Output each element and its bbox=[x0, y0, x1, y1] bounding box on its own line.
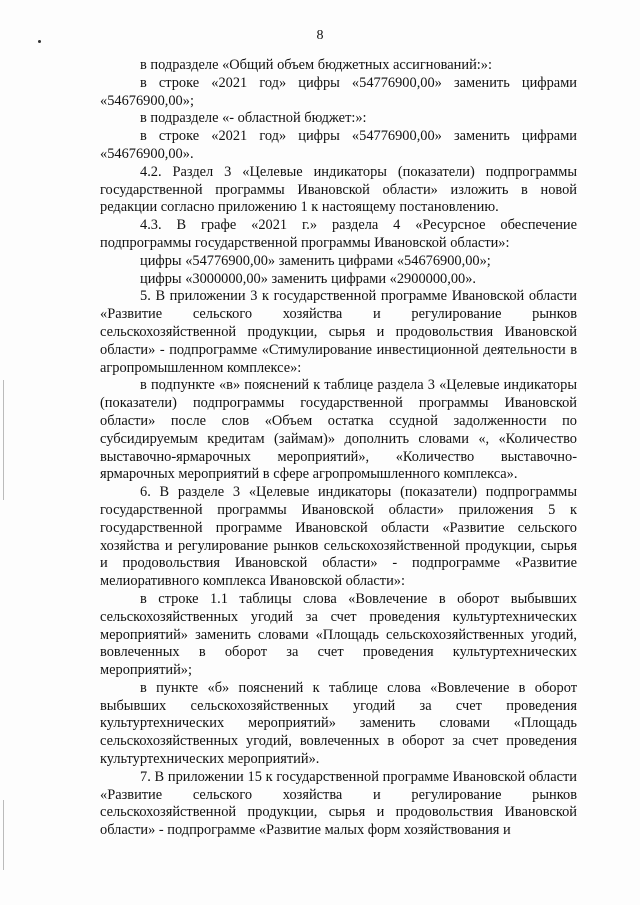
paragraph: в строке 1.1 таблицы слова «Вовлечение в оборот выбывших сельскохозяйственных угодий за счет проведения культуртехнических мероприятий» заменить словами «Площадь сельскохозяйственных угодий, вовлеченных в оборот за счет проведения культуртехнических мероприятий»; bbox=[100, 590, 577, 679]
paragraph: цифры «54776900,00» заменить цифрами «54676900,00»; bbox=[140, 252, 491, 269]
paragraph: в подразделе «Общий объем бюджетных ассигнований:»: bbox=[140, 57, 492, 73]
scan-artifact-edge bbox=[3, 800, 4, 870]
paragraph: в подразделе «- областной бюджет:»: bbox=[140, 110, 367, 127]
paragraph: в подпункте «в» пояснений к таблице раздела 3 «Целевые индикаторы (показатели) подпрограммы государственной программы Ивановской области» после слов «Объем остатка ссудной задолженности по субсидируемым кредитам (займам)» дополнить словами «, «Количество выставочно-ярмарочных мероприятий», «Количество выставочно-ярмарочных мероприятий в сфере агропромышленного комплекса». bbox=[100, 377, 577, 483]
paragraph: 7. В приложении 15 к государственной программе Ивановской области «Развитие сельского хозяйства и регулирование рынков сельскохозяйственной продукции, сырья и продовольствия Ивановской области» - подпрограмме «Развитие малых форм хозяйствования и bbox=[100, 768, 577, 839]
paragraph: 4.3. В графе «2021 г.» раздела 4 «Ресурсное обеспечение подпрограммы государственной программы Ивановской области»: bbox=[100, 217, 577, 251]
document-body bbox=[100, 57, 577, 840]
paragraph: 6. В разделе 3 «Целевые индикаторы (показатели) подпрограммы государственной программы Ивановской области» приложения 5 к государственной программе Ивановской области «Развитие сельского хозяйства и регулирование рынков сельскохозяйственной продукции, сырья и продовольствия Ивановской области» - подпрограмме «Развитие мелиоративного комплекса Ивановской области»: bbox=[100, 484, 577, 590]
scan-artifact-edge bbox=[3, 380, 4, 500]
paragraph: цифры «3000000,00» заменить цифрами «2900000,00». bbox=[140, 270, 477, 287]
page-number: 8 bbox=[316, 28, 324, 43]
paragraph: 4.2. Раздел 3 «Целевые индикаторы (показатели) подпрограммы государственной программы Ивановской области» изложить в новой редакции согласно приложению 1 к настоящему постановлению. bbox=[100, 163, 577, 216]
paragraph: в строке «2021 год» цифры «54776900,00» заменить цифрами «54676900,00». bbox=[100, 128, 577, 162]
paragraph: в пункте «б» пояснений к таблице слова «Вовлечение в оборот выбывших сельскохозяйственных угодий за счет проведения культуртехнических мероприятий» заменить словами «Площадь сельскохозяйственных угодий, вовлеченных в оборот за счет проведения культуртехнических мероприятий». bbox=[100, 679, 577, 768]
paragraph: в строке «2021 год» цифры «54776900,00» заменить цифрами «54676900,00»; bbox=[100, 74, 577, 109]
paragraph: 5. В приложении 3 к государственной программе Ивановской области «Развитие сельского хозяйства и регулирование рынков сельскохозяйственной продукции, сырья и продовольствия Ивановской области» - подпрограмме «Стимулирование инвестиционной деятельности в агропромышленном комплексе»: bbox=[100, 288, 577, 376]
